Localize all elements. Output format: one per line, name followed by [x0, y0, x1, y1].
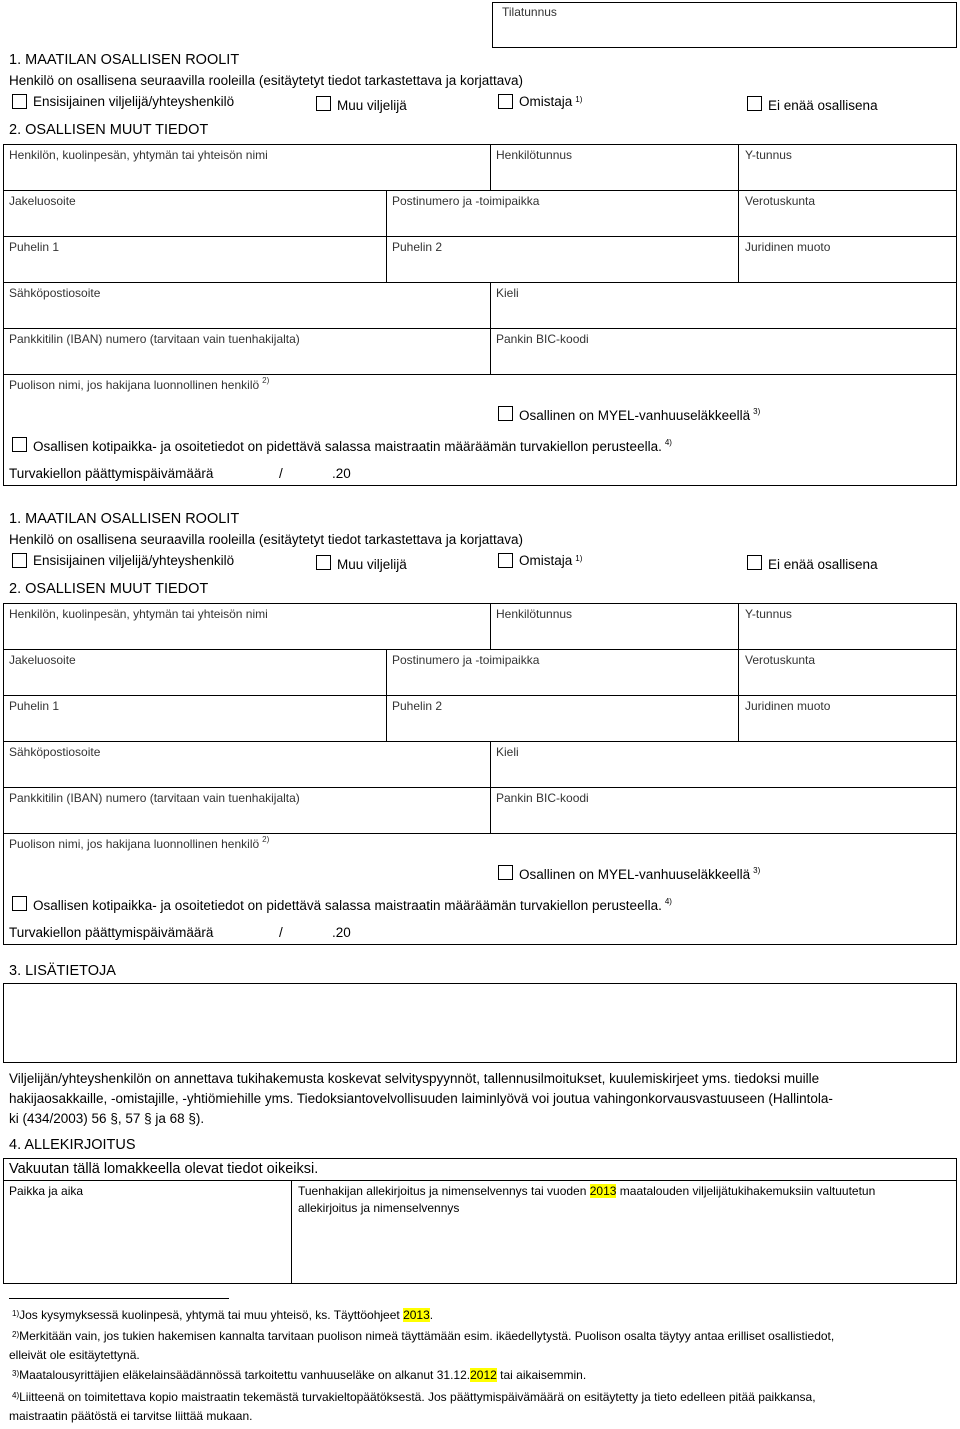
notice-line-2: hakijaosakkaille, -omistajille, -yhtiömiehille yms. Tiedoksiantovelvollisuuden laiminlyövä voi joutua vahingonkorvausvastuuseen (Hallintola- — [9, 1091, 833, 1106]
iban-field[interactable]: Pankkitilin (IBAN) numero (tarvitaan vain tuenhakijalta) — [3, 787, 491, 834]
signature-label: Tuenhakijan allekirjoitus ja nimenselvennys tai vuoden 2013 maatalouden viljelijätukihakemuksiin valtuutetun — [298, 1184, 876, 1198]
ssn-field[interactable]: Henkilötunnus — [490, 603, 739, 650]
tax-municipality-field[interactable]: Verotuskunta — [738, 649, 957, 696]
phone1-field[interactable]: Puhelin 1 — [3, 236, 387, 283]
spouse-label: Puolison nimi, jos hakijana luonnollinen henkilö $^{2)}$ — [9, 835, 270, 851]
other-info-heading: 2. OSALLISEN MUUT TIEDOT — [9, 122, 209, 138]
role-primary-checkbox[interactable] — [12, 94, 27, 109]
spouse-label: Puolison nimi, jos hakijana luonnollinen henkilö $^{2)}$ — [9, 376, 270, 392]
other-info-heading: 2. OSALLISEN MUUT TIEDOT — [9, 581, 209, 597]
roles-intro: Henkilö on osallisena seuraavilla rooleilla (esitäytetyt tiedot tarkastettava ja korjattava) — [9, 532, 524, 547]
address-field[interactable]: Jakeluosoite — [3, 190, 387, 237]
place-date-field[interactable]: Paikka ja aika — [3, 1180, 292, 1284]
end-date-year: .20 — [332, 466, 351, 481]
myel-checkbox[interactable] — [498, 865, 513, 880]
notice-line-1: Viljelijän/yhteyshenkilön on annettava tukihakemusta koskevat selvityspyynnöt, tallennusilmoitukset, kuulemiskirjeet yms. tiedoksi muille — [9, 1071, 820, 1086]
business-id-field[interactable]: Y-tunnus — [738, 603, 957, 650]
name-field[interactable]: Henkilön, kuolinpesän, yhtymän tai yhteisön nimi — [3, 144, 491, 191]
role-none-checkbox[interactable] — [747, 555, 762, 570]
role-owner-checkbox[interactable] — [498, 94, 513, 109]
role-other-option[interactable]: Muu viljelijä — [316, 553, 407, 572]
signature-heading: 4. ALLEKIRJOITUS — [9, 1137, 136, 1153]
role-none-option[interactable]: Ei enää osallisena — [747, 94, 878, 113]
role-other-checkbox[interactable] — [316, 555, 331, 570]
end-date-label: Turvakiellon päättymispäivämäärä / .20 — [9, 466, 351, 481]
bic-field[interactable]: Pankin BIC-koodi — [490, 787, 957, 834]
secret-checkbox[interactable] — [12, 896, 27, 911]
email-field[interactable]: Sähköpostiosoite — [3, 282, 491, 329]
phone1-field[interactable]: Puhelin 1 — [3, 695, 387, 742]
email-field[interactable]: Sähköpostiosoite — [3, 741, 491, 788]
footnote-4: $^{4)}$Liitteenä on toimitettava kopio maistraatin tekemästä turvakieltopäätöksestä. Jos päättymispäivämäärä on esitäytetty ja tieto edelleen pitää paikkansa, maistraatin päätöstä ei tarvitse liittää mukaan. — [9, 1390, 816, 1423]
phone2-field[interactable]: Puhelin 2 — [386, 236, 739, 283]
end-date-year: .20 — [332, 925, 351, 940]
role-primary-checkbox[interactable] — [12, 553, 27, 568]
secret-option[interactable]: Osallisen kotipaikka- ja osoitetiedot on pidettävä salassa maistraatin määräämän turvakiellon perusteella. $^{4)}$ — [12, 435, 672, 454]
roles-intro: Henkilö on osallisena seuraavilla rooleilla (esitäytetyt tiedot tarkastettava ja korjattava) — [9, 73, 524, 88]
roles-heading: 1. MAATILAN OSALLISEN ROOLIT — [9, 52, 240, 68]
bic-field[interactable]: Pankin BIC-koodi — [490, 328, 957, 375]
role-primary-option[interactable]: Ensisijainen viljelijä/yhteyshenkilö — [12, 94, 234, 109]
language-field[interactable]: Kieli — [490, 741, 957, 788]
secret-checkbox[interactable] — [12, 437, 27, 452]
farm-id-label: Tilatunnus — [502, 5, 557, 19]
legal-form-field[interactable]: Juridinen muoto — [738, 236, 957, 283]
tax-municipality-field[interactable]: Verotuskunta — [738, 190, 957, 237]
postal-field[interactable]: Postinumero ja -toimipaikka — [386, 190, 739, 237]
extra-info-field[interactable] — [3, 983, 957, 1063]
signature-field[interactable]: Tuenhakijan allekirjoitus ja nimenselvennys tai vuoden 2013 maatalouden viljelijätukihakemuksiin valtuutetun allekirjoitus ja nimenselvennys — [291, 1180, 957, 1284]
participant-block-2 — [0, 459, 960, 949]
role-none-checkbox[interactable] — [747, 96, 762, 111]
notice-line-3: ki (434/2003) 56 §, 57 § ja 68 §). — [9, 1111, 205, 1126]
footnote-3: $^{3)}$Maatalousyrittäjien eläkelainsäädännössä tarkoitettu vanhuuseläke on alkanut 31.12.2012 tai aikaisemmin. — [12, 1368, 587, 1382]
myel-option[interactable]: Osallinen on MYEL-vanhuuseläkkeellä $^{3)}$ — [498, 404, 760, 423]
secret-option[interactable]: Osallisen kotipaikka- ja osoitetiedot on pidettävä salassa maistraatin määräämän turvakiellon perusteella. $^{4)}$ — [12, 894, 672, 913]
business-id-field[interactable]: Y-tunnus — [738, 144, 957, 191]
assurance-text: Vakuutan tällä lomakkeella olevat tiedot oikeiksi. — [9, 1161, 319, 1177]
end-date-sep: / — [279, 925, 283, 940]
role-other-checkbox[interactable] — [316, 96, 331, 111]
phone2-field[interactable]: Puhelin 2 — [386, 695, 739, 742]
footnote-1: $^{1)}$Jos kysymyksessä kuolinpesä, yhtymä tai muu yhteisö, ks. Täyttöohjeet 2013. — [12, 1308, 434, 1322]
iban-field[interactable]: Pankkitilin (IBAN) numero (tarvitaan vain tuenhakijalta) — [3, 328, 491, 375]
language-field[interactable]: Kieli — [490, 282, 957, 329]
footnote-2: $^{2)}$Merkitään vain, jos tukien hakemisen kannalta tarvitaan puolison nimeä täyttämään esim. ikäedellytystä. Puolison osalta täytyy antaa erilliset osallistiedot, elleivät ole esitäytettynä. — [9, 1329, 835, 1362]
address-field[interactable]: Jakeluosoite — [3, 649, 387, 696]
end-date-sep: / — [279, 466, 283, 481]
extra-info-heading: 3. LISÄTIETOJA — [9, 963, 116, 979]
roles-heading: 1. MAATILAN OSALLISEN ROOLIT — [9, 511, 240, 527]
ssn-field[interactable]: Henkilötunnus — [490, 144, 739, 191]
name-field[interactable]: Henkilön, kuolinpesän, yhtymän tai yhteisön nimi — [3, 603, 491, 650]
myel-checkbox[interactable] — [498, 406, 513, 421]
footnote-divider — [9, 1298, 229, 1299]
role-owner-option[interactable]: Omistaja $^{1)}$ — [498, 553, 582, 568]
role-primary-option[interactable]: Ensisijainen viljelijä/yhteyshenkilö — [12, 553, 234, 568]
legal-form-field[interactable]: Juridinen muoto — [738, 695, 957, 742]
participant-block-1 — [0, 0, 960, 490]
role-owner-option[interactable]: Omistaja $^{1)}$ — [498, 94, 582, 109]
myel-option[interactable]: Osallinen on MYEL-vanhuuseläkkeellä $^{3)}$ — [498, 863, 760, 882]
end-date-label: Turvakiellon päättymispäivämäärä / .20 — [9, 925, 351, 940]
role-none-option[interactable]: Ei enää osallisena — [747, 553, 878, 572]
role-owner-checkbox[interactable] — [498, 553, 513, 568]
postal-field[interactable]: Postinumero ja -toimipaikka — [386, 649, 739, 696]
role-other-option[interactable]: Muu viljelijä — [316, 94, 407, 113]
